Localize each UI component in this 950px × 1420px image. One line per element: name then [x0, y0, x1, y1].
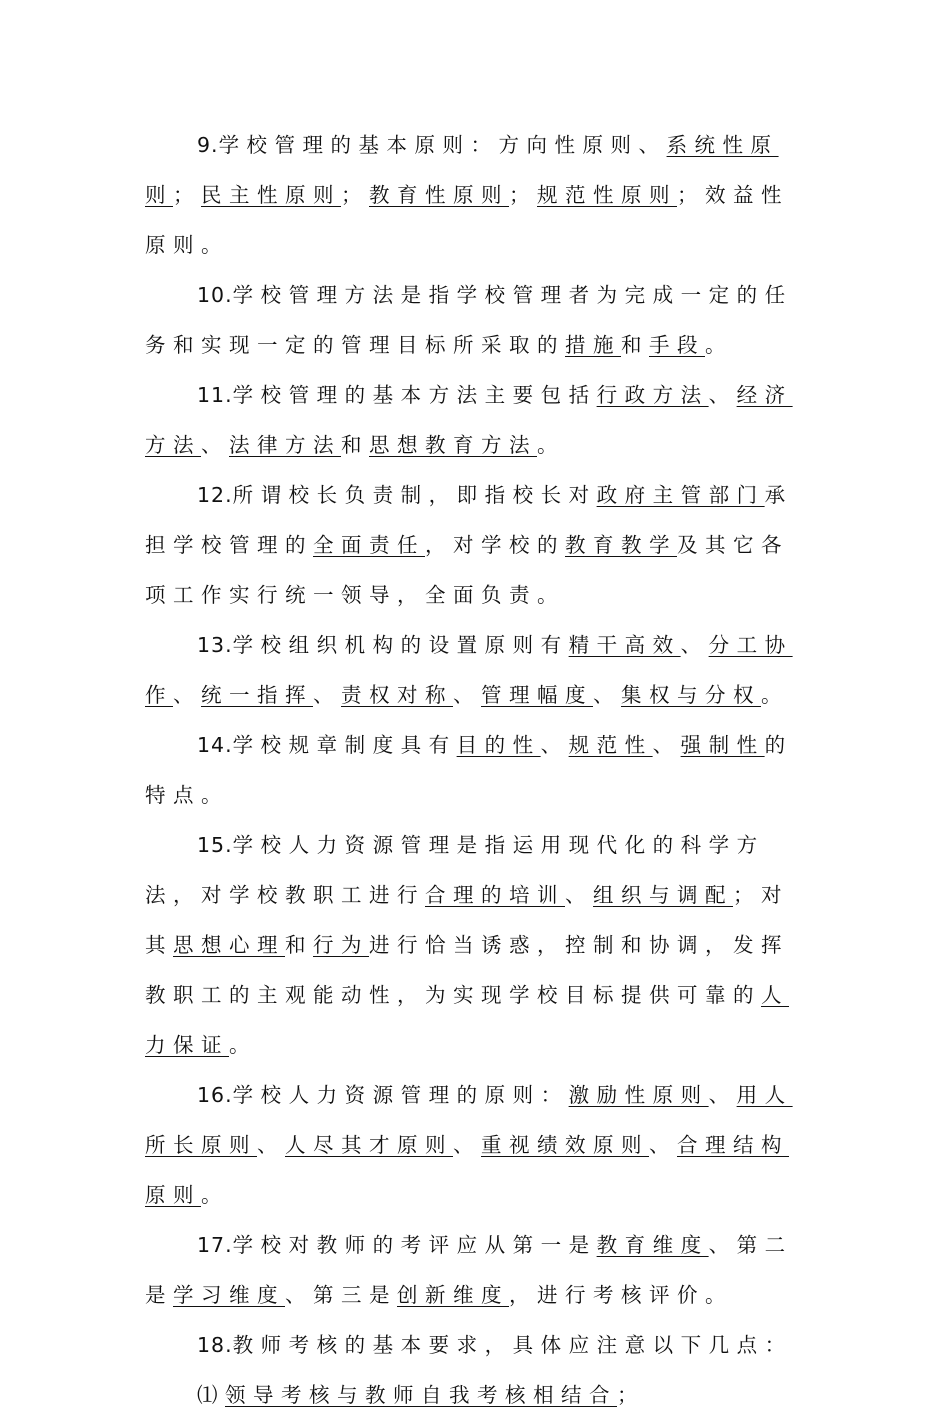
underlined-answer: 经济方法: [145, 383, 793, 457]
underlined-answer: 强制性: [680, 733, 765, 757]
text-segment: 和: [621, 333, 649, 357]
text-segment: 进行恰当诱惑，控制和协调，发挥教职工的主观能动性，为实现学校目标提供可靠的: [145, 933, 789, 1007]
text-segment: 承担学校管理的: [145, 483, 793, 557]
underlined-answer: 激励性原则: [568, 1083, 709, 1107]
paragraph-item: [145, 720, 810, 820]
underlined-answer: 人尽其才原则: [285, 1133, 453, 1157]
underlined-answer: 教育教学: [565, 533, 677, 557]
underlined-answer: 思想教育方法: [369, 433, 537, 457]
text-segment: 。: [229, 1033, 257, 1057]
text-segment: 、: [173, 683, 201, 707]
text-segment: 和: [341, 433, 369, 457]
paragraph-item: [145, 470, 810, 620]
text-segment: 。: [705, 333, 733, 357]
underlined-answer: 手段: [649, 333, 705, 357]
underlined-answer: 精干高效: [568, 633, 681, 657]
text-segment: ；: [173, 183, 201, 207]
text-segment: ；对其: [145, 883, 789, 957]
item-number: 11.: [197, 383, 233, 407]
paragraph-item: [145, 1320, 810, 1370]
item-number: 9.: [197, 133, 219, 157]
text-segment: 、: [680, 633, 709, 657]
underlined-answer: 组织与调配: [593, 883, 733, 907]
paragraph-item: [145, 1370, 810, 1420]
underlined-answer: 创新维度: [397, 1283, 509, 1307]
text-segment: 学校对教师的考评应从第一是: [232, 1233, 597, 1257]
item-number: 10.: [197, 283, 233, 307]
paragraph-item: [145, 620, 810, 720]
text-segment: ，进行考核评价。: [509, 1283, 733, 1307]
paragraph-item: [145, 270, 810, 370]
underlined-answer: 合理结构原则: [145, 1133, 789, 1207]
text-segment: 。: [537, 433, 565, 457]
underlined-answer: 统一指挥: [201, 683, 313, 707]
text-segment: 、: [652, 733, 681, 757]
item-number: 12.: [197, 483, 233, 507]
underlined-answer: 系统性原则: [145, 133, 779, 207]
text-segment: 、第二是: [145, 1233, 793, 1307]
underlined-answer: 全面责任: [313, 533, 425, 557]
underlined-answer: 法律方法: [229, 433, 341, 457]
underlined-answer: 重视绩效原则: [481, 1133, 649, 1157]
text-segment: 所谓校长负责制，即指校长对: [232, 483, 597, 507]
underlined-answer: 政府主管部门: [596, 483, 765, 507]
underlined-answer: 集权与分权: [621, 683, 761, 707]
underlined-answer: 行政方法: [596, 383, 709, 407]
underlined-answer: 教育性原则: [369, 183, 509, 207]
text-segment: 、: [453, 683, 481, 707]
item-number: 17.: [197, 1233, 233, 1257]
underlined-answer: 管理幅度: [481, 683, 593, 707]
text-segment: ，对学校的: [425, 533, 565, 557]
text-segment: ；: [617, 1383, 645, 1407]
text-segment: 学校组织机构的设置原则有: [232, 633, 569, 657]
text-segment: 及其它各项工作实行统一领导，全面负责。: [145, 533, 789, 607]
text-segment: 学校规章制度具有: [232, 733, 457, 757]
text-segment: ⑴: [197, 1383, 225, 1407]
paragraph-item: [145, 120, 810, 270]
text-segment: 、: [257, 1133, 285, 1157]
text-segment: 的特点。: [145, 733, 793, 807]
paragraph-item: [145, 820, 810, 1070]
underlined-answer: 用人所长原则: [145, 1083, 793, 1157]
underlined-answer: 分工协作: [145, 633, 793, 707]
underlined-answer: 合理的培训: [425, 883, 565, 907]
underlined-answer: 规范性: [568, 733, 653, 757]
text-segment: 、: [593, 683, 621, 707]
underlined-answer: 人力保证: [145, 983, 789, 1057]
text-segment: 学校管理方法是指学校管理者为完成一定的任务和实现一定的管理目标所采取的: [145, 283, 793, 357]
text-segment: 和: [285, 933, 313, 957]
text-segment: ；: [341, 183, 369, 207]
text-segment: 学校人力资源管理是指运用现代化的科学方法，对学校教职工进行: [145, 833, 765, 907]
item-number: 16.: [197, 1083, 233, 1107]
underlined-answer: 领导考核与教师自我考核相结合: [225, 1383, 617, 1407]
underlined-answer: 教育维度: [596, 1233, 709, 1257]
text-segment: ；效益性原则。: [145, 183, 789, 257]
underlined-answer: 行为: [313, 933, 369, 957]
item-number: 18.: [197, 1333, 233, 1357]
text-segment: 学校人力资源管理的原则：: [232, 1083, 569, 1107]
item-number: 15.: [197, 833, 233, 857]
text-segment: 。: [761, 683, 789, 707]
underlined-answer: 责权对称: [341, 683, 453, 707]
text-segment: ；: [509, 183, 537, 207]
text-segment: 教师考核的基本要求，具体应注意以下几点：: [232, 1333, 793, 1357]
underlined-answer: 措施: [565, 333, 621, 357]
text-segment: 、: [453, 1133, 481, 1157]
text-segment: 、: [201, 433, 229, 457]
underlined-answer: 思想心理: [173, 933, 285, 957]
underlined-answer: 学习维度: [173, 1283, 285, 1307]
text-segment: 、: [313, 683, 341, 707]
text-segment: 、: [649, 1133, 677, 1157]
text-segment: 、第三是: [285, 1283, 397, 1307]
paragraph-item: [145, 1070, 810, 1220]
paragraph-item: [145, 370, 810, 470]
document-page: [145, 120, 810, 1420]
item-number: 14.: [197, 733, 233, 757]
underlined-answer: 目的性: [456, 733, 541, 757]
text-segment: 学校管理的基本原则：方向性原则、: [218, 133, 667, 157]
paragraph-item: [145, 1220, 810, 1320]
text-segment: 。: [201, 1183, 229, 1207]
underlined-answer: 民主性原则: [201, 183, 341, 207]
text-segment: 、: [565, 883, 593, 907]
underlined-answer: 规范性原则: [537, 183, 677, 207]
text-segment: 学校管理的基本方法主要包括: [232, 383, 597, 407]
text-segment: 、: [708, 383, 737, 407]
item-number: 13.: [197, 633, 233, 657]
text-segment: 、: [708, 1083, 737, 1107]
text-segment: 、: [540, 733, 569, 757]
